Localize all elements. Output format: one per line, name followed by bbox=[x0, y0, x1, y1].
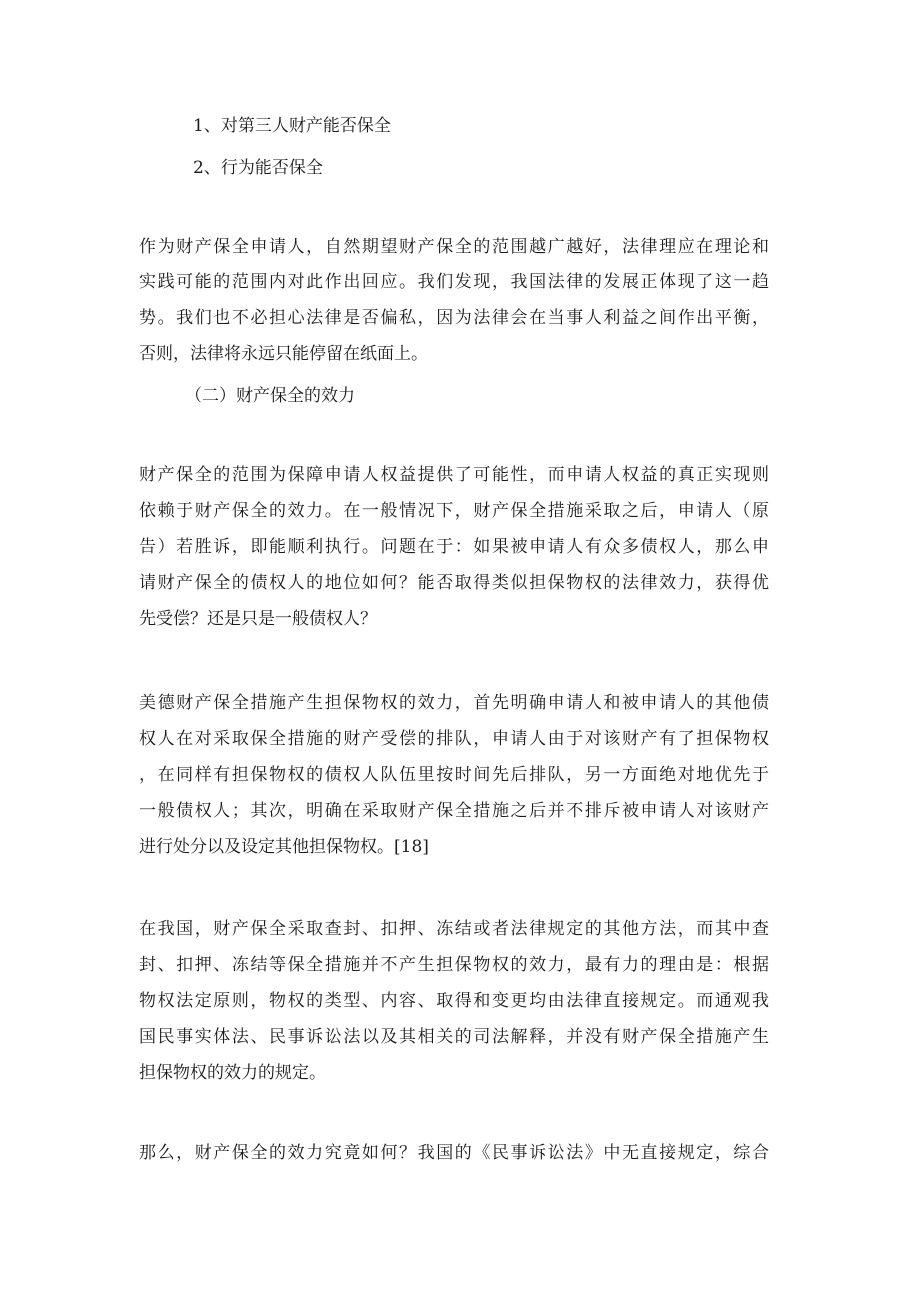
paragraph-3-line-4: 一般债权人；其次，明确在采取财产保全措施之后并不排斥被申请人对该财产 bbox=[139, 801, 769, 821]
paragraph-3-line-5: 进行处分以及设定其他担保物权。[18] bbox=[139, 837, 429, 857]
paragraph-4-line-2: 封、扣押、冻结等保全措施并不产生担保物权的效力，最有力的理由是：根据 bbox=[139, 955, 769, 975]
paragraph-3-line-3: ，在同样有担保物权的债权人队伍里按时间先后排队，另一方面绝对地优先于 bbox=[139, 765, 769, 785]
paragraph-5-line-1: 那么，财产保全的效力究竟如何？我国的《民事诉讼法》中无直接规定，综合 bbox=[139, 1143, 769, 1163]
paragraph-2-line-4: 请财产保全的债权人的地位如何？能否取得类似担保物权的法律效力，获得优 bbox=[139, 573, 769, 593]
paragraph-1-line-3: 势。我们也不必担心法律是否偏私，因为法律会在当事人利益之间作出平衡， bbox=[139, 308, 769, 328]
paragraph-1-line-2: 实践可能的范围内对此作出回应。我们发现，我国法律的发展正体现了这一趋 bbox=[139, 272, 769, 292]
paragraph-4-line-1: 在我国，财产保全采取查封、扣押、冻结或者法律规定的其他方法，而其中查 bbox=[139, 919, 769, 939]
paragraph-1-line-1: 作为财产保全申请人，自然期望财产保全的范围越广越好，法律理应在理论和 bbox=[139, 237, 769, 257]
paragraph-2-line-5: 先受偿？还是只是一般债权人？ bbox=[139, 609, 377, 629]
paragraph-3-line-2: 权人在对采取保全措施的财产受偿的排队，申请人由于对该财产有了担保物权 bbox=[139, 729, 769, 749]
paragraph-3-line-1: 美德财产保全措施产生担保物权的效力，首先明确申请人和被申请人的其他债 bbox=[139, 693, 769, 713]
paragraph-4-line-5: 担保物权的效力的规定。 bbox=[139, 1063, 326, 1083]
paragraph-1-line-4: 否则，法律将永远只能停留在纸面上。 bbox=[139, 344, 428, 364]
paragraph-4-line-3: 物权法定原则，物权的类型、内容、取得和变更均由法律直接规定。而通观我 bbox=[139, 991, 769, 1011]
paragraph-2-line-2: 依赖于财产保全的效力。在一般情况下，财产保全措施采取之后，申请人（原 bbox=[139, 501, 769, 521]
list-item-2: 2、行为能否保全 bbox=[193, 158, 323, 178]
paragraph-2-line-3: 告）若胜诉，即能顺利执行。问题在于：如果被申请人有众多债权人，那么申 bbox=[139, 537, 769, 557]
list-item-1: 1、对第三人财产能否保全 bbox=[193, 116, 391, 136]
paragraph-4-line-4: 国民事实体法、民事诉讼法以及其相关的司法解释，并没有财产保全措施产生 bbox=[139, 1027, 769, 1047]
section-heading: （二）财产保全的效力 bbox=[185, 386, 355, 406]
paragraph-2-line-1: 财产保全的范围为保障申请人权益提供了可能性，而申请人权益的真正实现则 bbox=[139, 465, 769, 485]
